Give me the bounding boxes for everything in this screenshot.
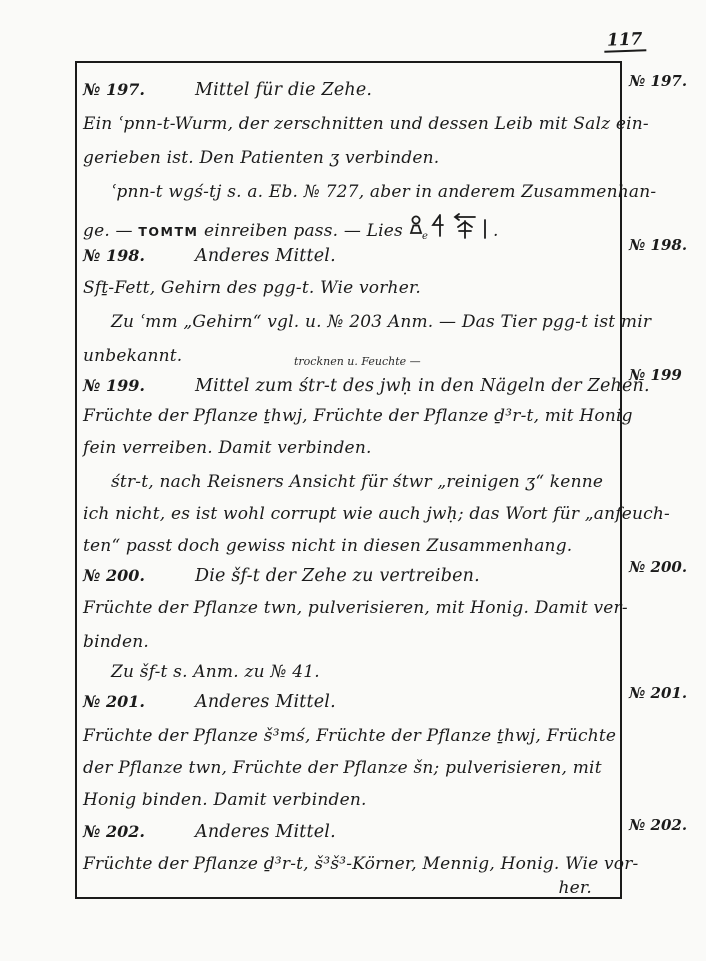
margin-label-197: № 197. — [629, 72, 688, 90]
text-line: Zu ʿmm „Gehirn“ vgl. u. № 203 Anm. — Das Tier pgg-t ist mir — [111, 312, 652, 332]
text-line: Früchte der Pflanze š³mś, Früchte der Pflanze ṯhwj, Früchte — [83, 726, 617, 746]
entry-title: Anderes Mittel. — [195, 692, 336, 712]
hieroglyph-group-icon — [409, 212, 493, 249]
margin-label-198: № 198. — [629, 236, 688, 254]
entry-number: № 201. — [83, 692, 145, 711]
text-line: ʿpnn-t wgś-tj s. a. Eb. № 727, aber in anderem Zusammenhan- — [111, 182, 657, 202]
entry-number: № 202. — [83, 822, 145, 841]
margin-label-202: № 202. — [629, 816, 688, 834]
text-frame-border — [75, 61, 670, 899]
entry-number: № 200. — [83, 566, 145, 585]
entry-heading-198 — [83, 244, 336, 268]
text-line: unbekannt. — [83, 346, 183, 366]
entry-title: Anderes Mittel. — [195, 822, 336, 842]
entry-title: Die šf-t der Zehe zu vertreiben. — [195, 566, 480, 586]
text-line: der Pflanze twn, Früchte der Pflanze šn; pulverisieren, mit — [83, 758, 602, 778]
text-line: Ein ʿpnn-t-Wurm, der zerschnitten und dessen Leib mit Salz ein- — [83, 114, 649, 134]
entry-number: № 199. — [83, 376, 145, 395]
text-line: Früchte der Pflanze ṯhwj, Früchte der Pflanze ḏ³r-t, mit Honig — [83, 406, 633, 426]
entry-number: № 197. — [83, 80, 145, 99]
entry-title: Mittel für die Zehe. — [195, 80, 373, 100]
text-line-continuation: her. — [558, 878, 592, 898]
page-number: 117 — [604, 29, 646, 52]
text-line: gerieben ist. Den Patienten ʒ verbinden. — [83, 148, 440, 168]
margin-label-201: № 201. — [629, 684, 688, 702]
entry-heading-197 — [83, 78, 372, 102]
text-line: ten“ passt doch gewiss nicht in diesen Zusammenhang. — [83, 536, 573, 556]
entry-heading-202 — [83, 820, 336, 844]
entry-title: Anderes Mittel. — [195, 246, 336, 266]
text-line: Sfṯ-Fett, Gehirn des pgg-t. Wie vorher. — [83, 278, 422, 298]
text-line: binden. — [83, 632, 149, 652]
entry-number: № 198. — [83, 246, 145, 265]
interlinear-annotation: trocknen u. Feuchte — — [294, 355, 421, 368]
entry-heading-199 — [83, 374, 650, 398]
margin-label-199: № 199 — [629, 366, 682, 384]
text-line: fein verreiben. Damit verbinden. — [83, 438, 372, 458]
text-line: śtr-t, nach Reisners Ansicht für śtwr „reinigen ʒ“ kenne — [111, 472, 604, 492]
text-segment: einreiben pass. — Lies — [198, 221, 403, 241]
svg-text:e: e — [421, 231, 429, 242]
text-segment: . — [492, 221, 499, 241]
text-line: Früchte der Pflanze twn, pulverisieren, mit Honig. Damit ver- — [83, 598, 628, 618]
text-segment: ge. — — [83, 221, 139, 241]
entry-title: Mittel zum śtr-t des jwḥ in den Nägeln der Zehen. — [195, 376, 650, 396]
text-line: ich nicht, es ist wohl corrupt wie auch jwḥ; das Wort für „anfeuch- — [83, 504, 670, 524]
text-line: Früchte der Pflanze ḏ³r-t, š³š³-Körner, Mennig, Honig. Wie vor- — [83, 854, 639, 874]
entry-heading-200 — [83, 564, 480, 588]
margin-label-200: № 200. — [629, 558, 688, 576]
entry-heading-201 — [83, 690, 336, 714]
text-line: Zu šf-t s. Anm. zu № 41. — [111, 662, 320, 682]
coptic-word: TOMTM — [138, 224, 199, 239]
text-line: Honig binden. Damit verbinden. — [83, 790, 367, 810]
